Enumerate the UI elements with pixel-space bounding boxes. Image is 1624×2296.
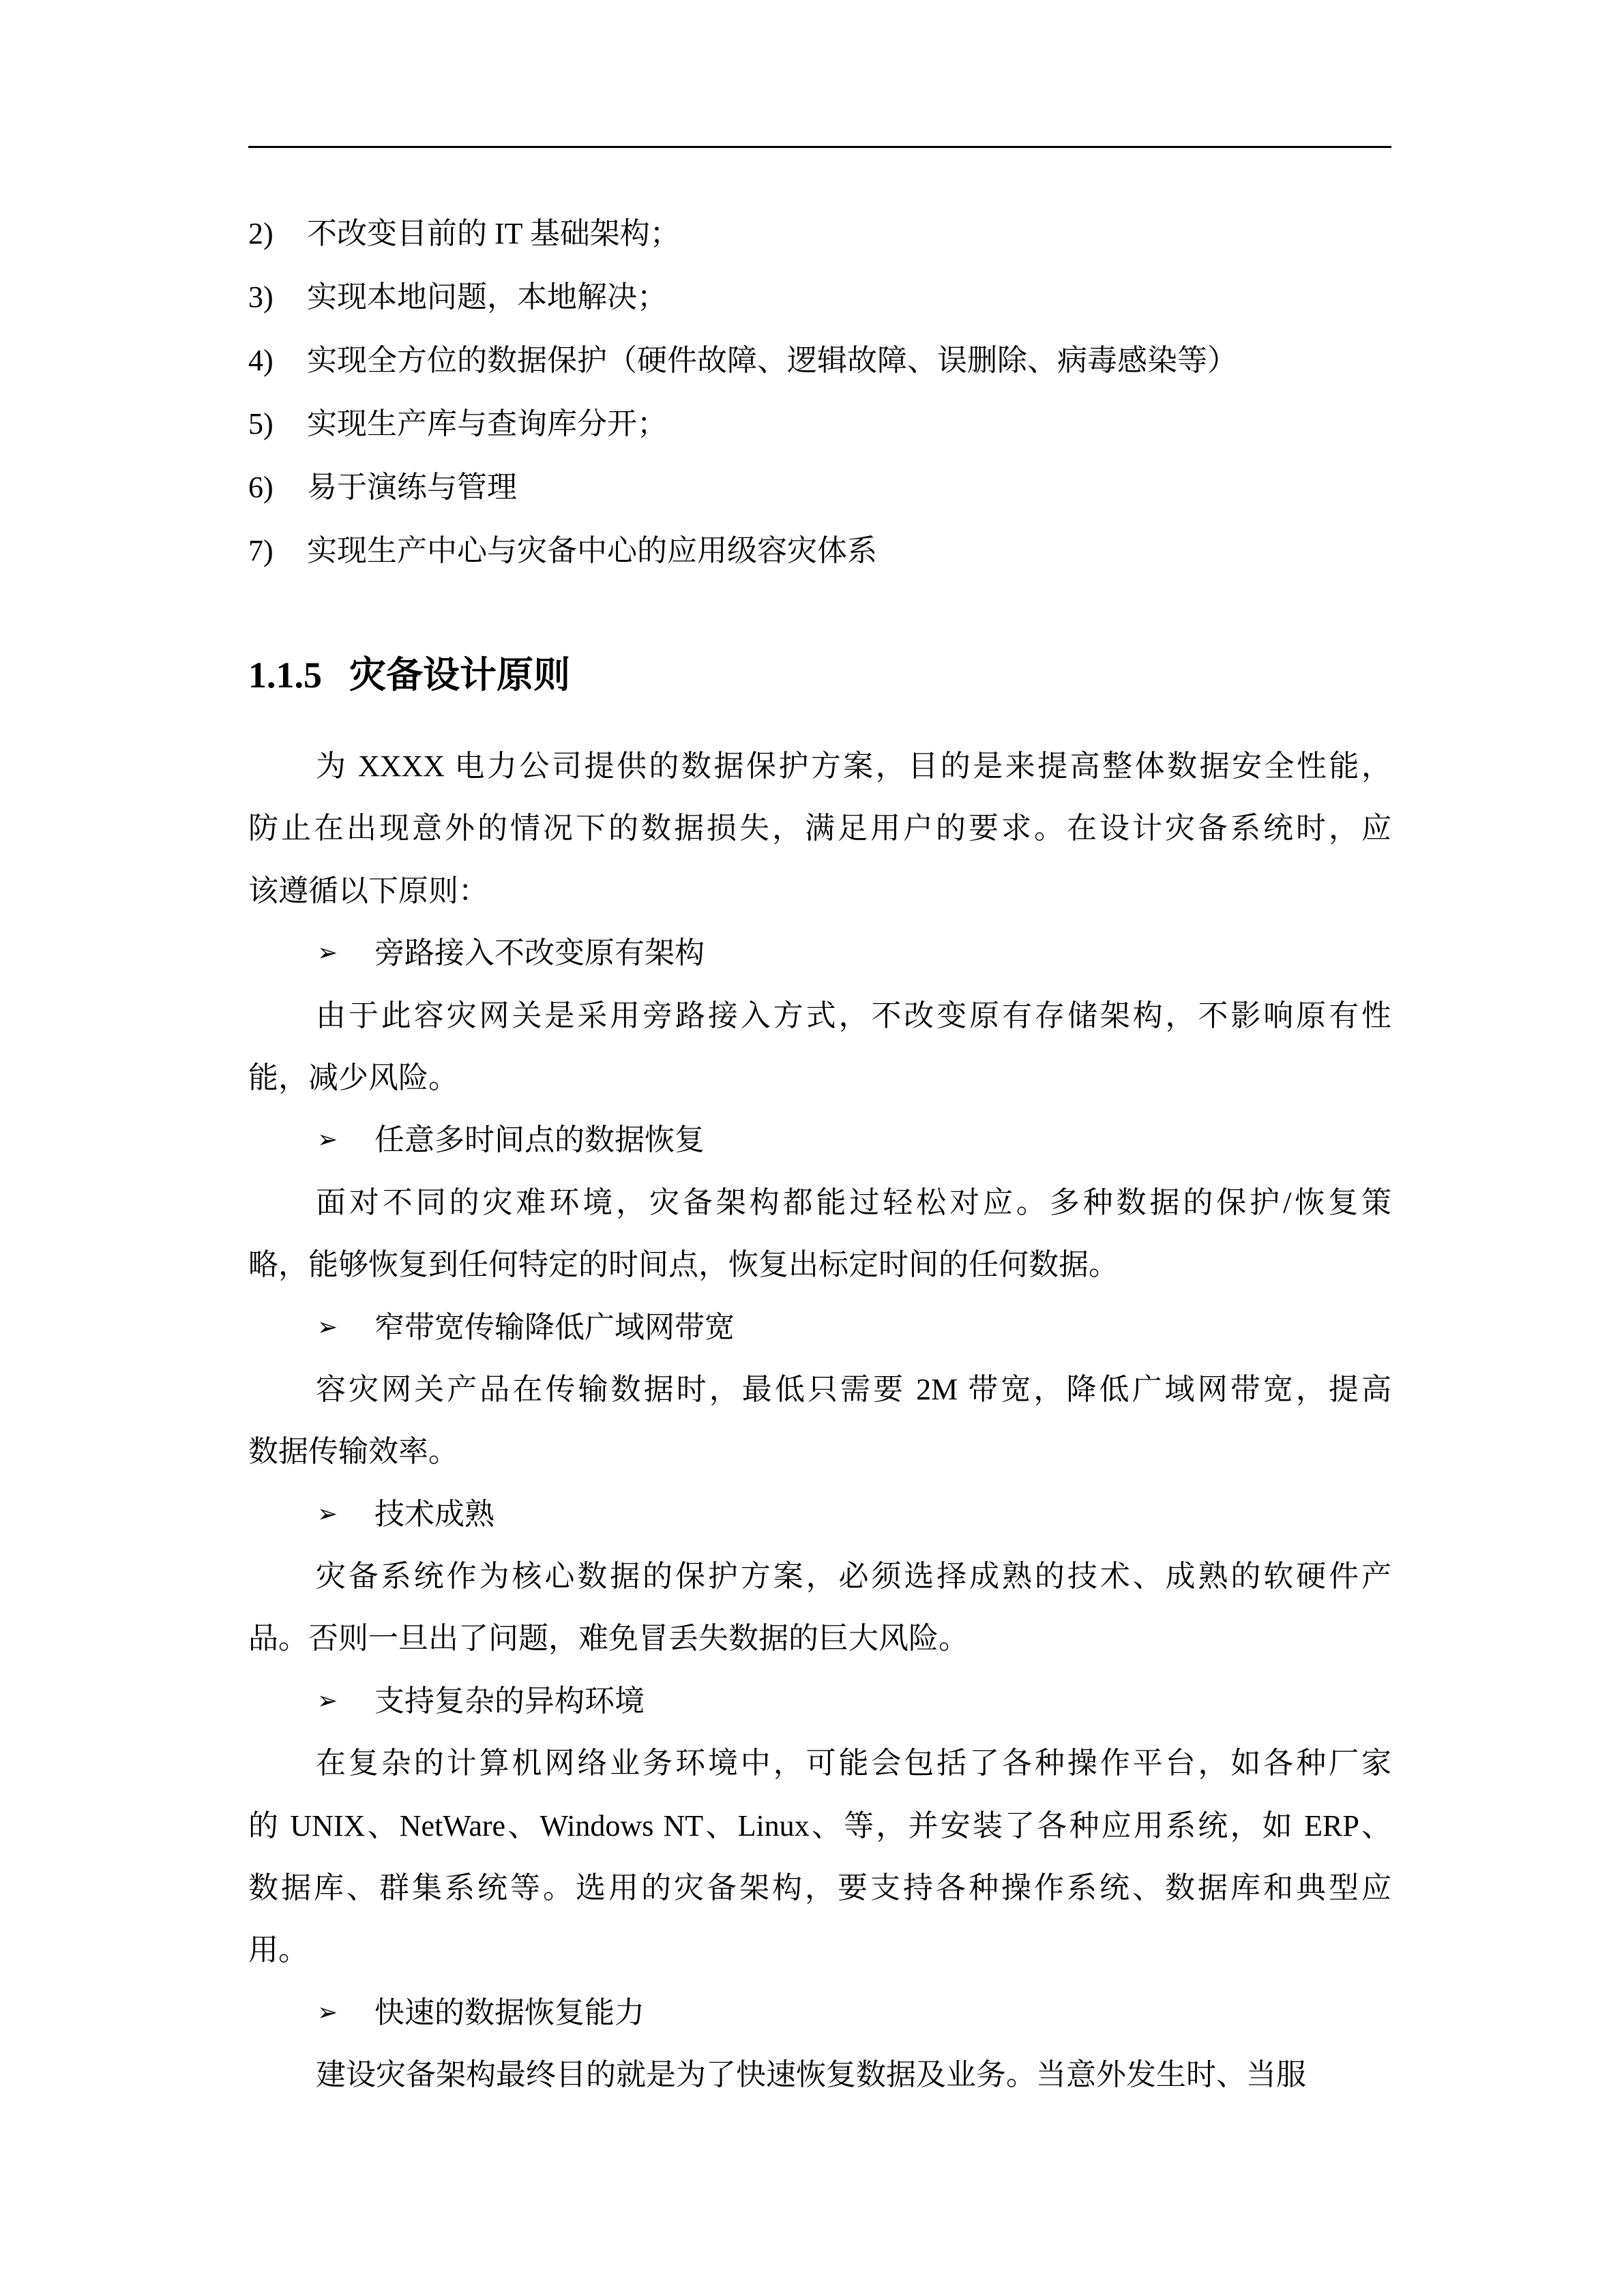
- header-rule: [248, 146, 1391, 148]
- list-text: 实现全方位的数据保护（硬件故障、逻辑故障、误删除、病毒感染等）: [307, 344, 1237, 377]
- paragraph-line: 的 UNIX、NetWare、Windows NT、Linux、等，并安装了各种应用系统，如 ERP、: [248, 1808, 1391, 1843]
- principle-title: 旁路接入不改变原有架构: [374, 936, 705, 970]
- list-number: 5): [248, 407, 274, 441]
- paragraph-line: 该遵循以下原则：: [248, 874, 488, 908]
- list-text: 易于演练与管理: [307, 471, 517, 504]
- principle-bullet: [248, 1670, 1391, 1732]
- paragraph-line: 能，减少风险。: [248, 1060, 458, 1094]
- paragraph-line: 在复杂的计算机网络业务环境中，可能会包括了各种操作平台，如各种厂家: [316, 1746, 1391, 1780]
- paragraph-line: 数据传输效率。: [248, 1435, 458, 1469]
- arrow-bullet-icon: ➢: [317, 1998, 338, 2027]
- paragraph-line: 为 XXXX 电力公司提供的数据保护方案，目的是来提高整体数据安全性能，: [316, 749, 1391, 783]
- list-text: 实现生产中心与灾备中心的应用级容灾体系: [307, 534, 877, 567]
- list-number: 6): [248, 471, 274, 504]
- section-heading: [248, 615, 1391, 735]
- arrow-bullet-icon: ➢: [317, 1126, 338, 1154]
- paragraph-line: 用。: [248, 1933, 308, 1967]
- principle-bullet: [248, 1483, 1391, 1545]
- list-item: [248, 519, 1391, 582]
- paragraph-line: 由于此容灾网关是采用旁路接入方式，不改变原有存储架构，不影响原有性: [316, 998, 1391, 1032]
- principles-list: [248, 922, 1391, 2106]
- principle-title: 快速的数据恢复能力: [374, 1995, 645, 2029]
- paragraph-line: 略，能够恢复到任何特定的时间点，恢复出标定时间的任何数据。: [248, 1248, 1119, 1282]
- list-item: [248, 392, 1391, 456]
- arrow-bullet-icon: ➢: [317, 1500, 338, 1528]
- principle-title: 窄带宽传输降低广域网带宽: [374, 1310, 735, 1344]
- principle-title: 支持复杂的异构环境: [374, 1684, 645, 1718]
- arrow-bullet-icon: ➢: [317, 1686, 338, 1715]
- principle-section: [248, 1982, 1391, 2106]
- principle-section: [248, 1109, 1391, 1296]
- list-item: [248, 265, 1391, 329]
- list-item: [248, 329, 1391, 392]
- list-text: 实现本地问题，本地解决；: [307, 280, 667, 314]
- paragraph-line: 面对不同的灾难环境，灾备架构都能过轻松对应。多种数据的保护/恢复策: [316, 1185, 1391, 1219]
- document-body: [248, 202, 1391, 2106]
- objectives-list: [248, 202, 1391, 582]
- principle-bullet: [248, 1109, 1391, 1171]
- principle-section: [248, 1670, 1391, 1982]
- list-item: [248, 202, 1391, 265]
- principle-title: 任意多时间点的数据恢复: [374, 1123, 705, 1157]
- list-number: 4): [248, 344, 274, 377]
- principle-title: 技术成熟: [374, 1497, 494, 1531]
- arrow-bullet-icon: ➢: [317, 1313, 338, 1341]
- paragraph-line: 容灾网关产品在传输数据时，最低只需要 2M 带宽，降低广域网带宽，提高: [316, 1372, 1391, 1406]
- principle-bullet: [248, 1982, 1391, 2044]
- paragraph-line: 防止在出现意外的情况下的数据损失，满足用户的要求。在设计灾备系统时，应: [248, 811, 1391, 846]
- intro-paragraph: [248, 735, 1391, 922]
- paragraph-line: 数据库、群集系统等。选用的灾备架构，要支持各种操作系统、数据库和典型应: [248, 1871, 1391, 1905]
- section-title: 灾备设计原则: [349, 655, 570, 696]
- principle-bullet: [248, 922, 1391, 984]
- list-item: [248, 456, 1391, 519]
- principle-section: [248, 1296, 1391, 1483]
- list-text: 实现生产库与查询库分开；: [307, 407, 667, 441]
- list-number: 3): [248, 280, 274, 314]
- paragraph-line: 品。否则一旦出了问题，难免冒丢失数据的巨大风险。: [248, 1622, 969, 1656]
- paragraph-line: 灾备系统作为核心数据的保护方案，必须选择成熟的技术、成熟的软硬件产: [316, 1560, 1391, 1594]
- section-number: 1.1.5: [248, 655, 322, 696]
- paragraph-line: 建设灾备架构最终目的就是为了快速恢复数据及业务。当意外发生时、当服: [316, 2058, 1306, 2092]
- list-number: 2): [248, 217, 274, 250]
- principle-bullet: [248, 1296, 1391, 1358]
- principle-section: [248, 1483, 1391, 1670]
- list-number: 7): [248, 534, 274, 567]
- list-text: 不改变目前的 IT 基础架构；: [307, 217, 680, 250]
- principle-section: [248, 922, 1391, 1109]
- arrow-bullet-icon: ➢: [317, 939, 338, 968]
